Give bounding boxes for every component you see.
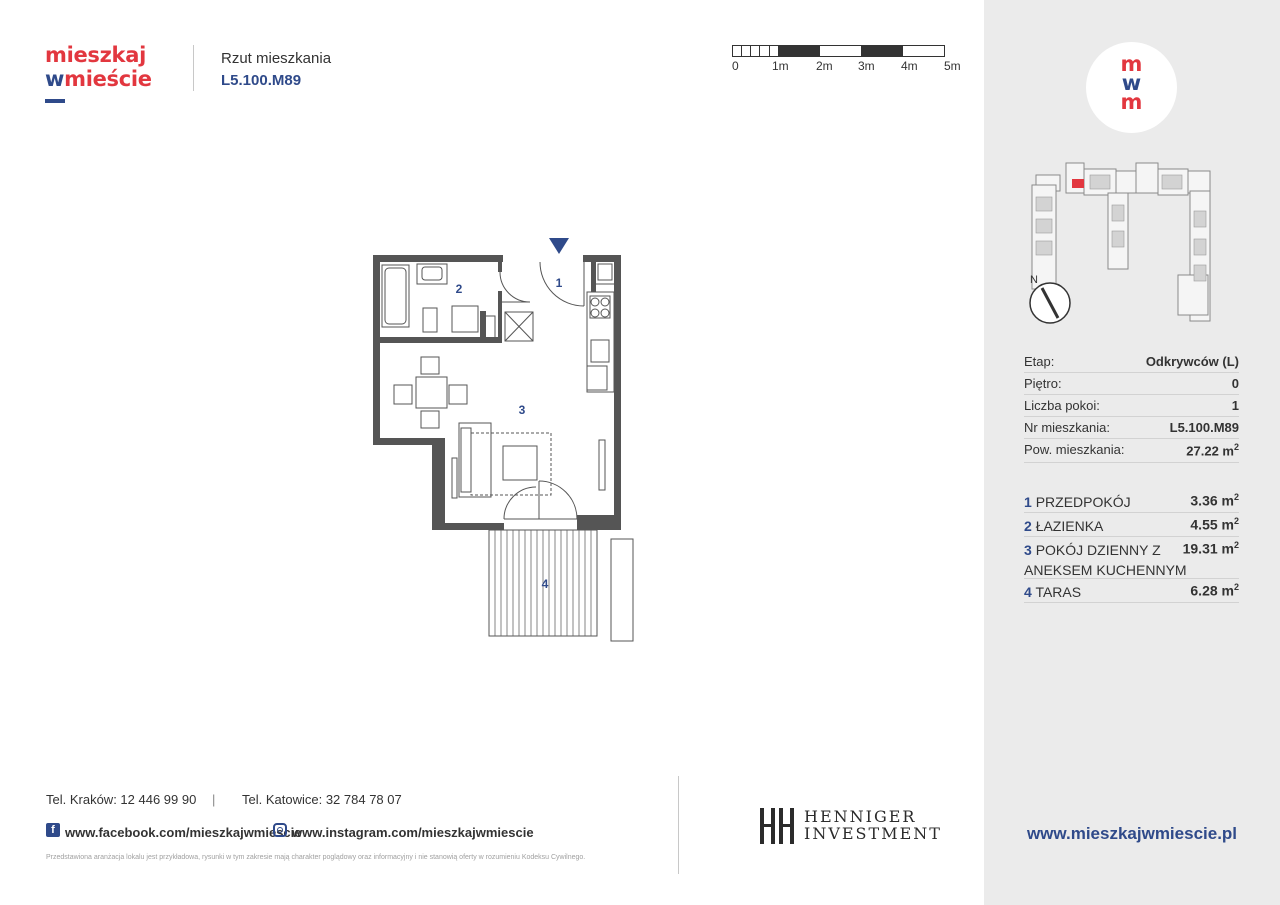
info-row-floor: Piętro: 0 bbox=[1024, 373, 1239, 395]
room-row: 2 ŁAZIENKA 4.55 $m^2$ bbox=[1024, 513, 1239, 537]
info-row-area: Pow. mieszkania: 27.22 $m^2$ bbox=[1024, 439, 1239, 463]
room-number-2: 2 bbox=[455, 282, 463, 296]
room-number-3: 3 bbox=[518, 403, 526, 417]
brand-logo-line1: mieszkaj bbox=[45, 43, 146, 67]
brand-logo-line2: wmieście bbox=[45, 67, 152, 91]
scale-label: 2m bbox=[816, 59, 833, 73]
scale-label: 4m bbox=[901, 59, 918, 73]
phone-katowice[interactable]: Tel. Katowice: 32 784 78 07 bbox=[242, 792, 402, 807]
info-row-apartment-number: Nr mieszkania: L5.100.M89 bbox=[1024, 417, 1239, 439]
investor-name-line1: HENNIGER bbox=[804, 807, 917, 826]
room-number-1: 1 bbox=[555, 276, 563, 290]
info-row-stage: Etap: Odkrywców (L) bbox=[1024, 351, 1239, 373]
phone-krakow[interactable]: Tel. Kraków: 12 446 99 90 bbox=[46, 792, 197, 807]
instagram-link[interactable]: www.instagram.com/mieszkajwmiescie bbox=[292, 825, 534, 840]
floor-plan bbox=[370, 236, 640, 646]
scale-label: 3m bbox=[858, 59, 875, 73]
scale-label: 5m bbox=[944, 59, 961, 73]
facebook-icon[interactable]: f bbox=[46, 823, 60, 837]
scale-bar bbox=[732, 45, 945, 57]
scale-label: 0 bbox=[732, 59, 739, 73]
info-row-rooms: Liczba pokoi: 1 bbox=[1024, 395, 1239, 417]
entrance-marker-icon bbox=[549, 238, 569, 254]
brand-logo-underline bbox=[45, 99, 65, 103]
scale-labels bbox=[728, 59, 968, 73]
facebook-link[interactable]: www.facebook.com/mieszkajwmiescie bbox=[65, 825, 302, 840]
compass-north-label: N bbox=[1030, 274, 1038, 286]
instagram-icon[interactable] bbox=[273, 823, 287, 837]
investor-name-line2: INVESTMENT bbox=[804, 824, 942, 843]
apartment-location-marker bbox=[1072, 179, 1084, 188]
website-link[interactable]: www.mieszkajwmiescie.pl bbox=[1026, 824, 1238, 843]
scale-label: 1m bbox=[772, 59, 789, 73]
henniger-investment-logo-icon bbox=[757, 806, 797, 846]
room-row: 4 TARAS 6.28 $m^2$ bbox=[1024, 579, 1239, 603]
room-number-4: 4 bbox=[541, 577, 549, 591]
brand-badge-text: m w m bbox=[1120, 52, 1143, 114]
room-row: 3 POKÓJ DZIENNY Z ANEKSEM KUCHENNYM 19.31 $m^2$ bbox=[1024, 537, 1239, 579]
legal-disclaimer: Przedstawiona aranżacja lokalu jest przykładowa, rysunki w tym zakresie mają charakter poglądowy oraz informacyjny i nie stanowią oferty w rozumieniu Kodeksu Cywilnego. bbox=[46, 854, 586, 861]
footer-divider bbox=[678, 776, 679, 874]
site-location-map bbox=[1022, 155, 1232, 330]
plan-label: Rzut mieszkania bbox=[221, 50, 332, 67]
room-row: 1 PRZEDPOKÓJ 3.36 $m^2$ bbox=[1024, 489, 1239, 513]
plan-code: L5.100.M89 bbox=[221, 72, 302, 89]
header-divider bbox=[193, 45, 194, 91]
phone-separator: | bbox=[212, 792, 216, 807]
